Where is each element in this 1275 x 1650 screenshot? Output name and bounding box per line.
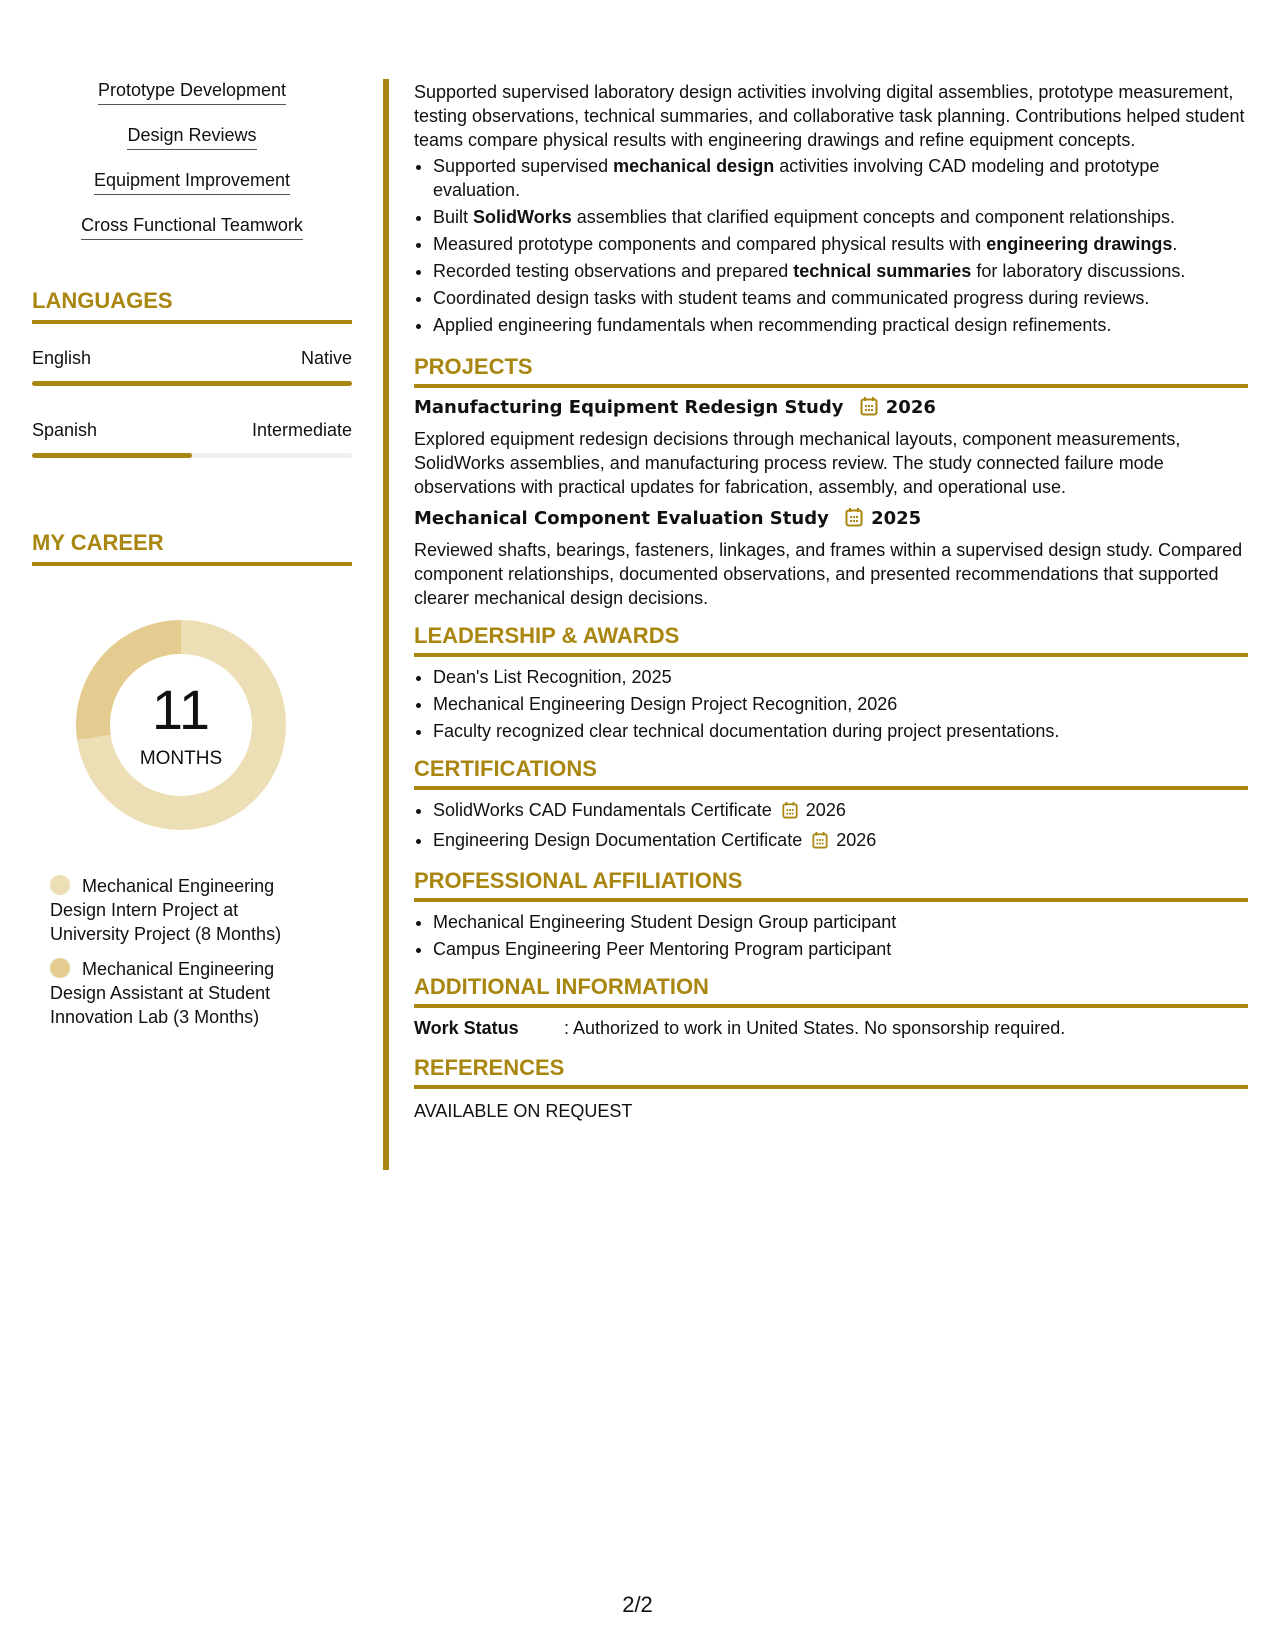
additional-section: [414, 975, 1248, 1040]
page-number: 2/2: [622, 1592, 653, 1617]
additional-title: ADDITIONAL INFORMATION: [414, 975, 1248, 1008]
affiliations-section: [414, 869, 1248, 961]
project-description: Reviewed shafts, bearings, fasteners, linkages, and frames within a supervised design study. Compared component relationships, documented observations, and presented recommendations that supported clearer mechanical design decisions.: [414, 540, 1243, 608]
skill-item: Prototype Development: [98, 80, 286, 105]
language-bar-fill: [32, 381, 352, 386]
legend-dot: [50, 875, 70, 895]
project-item: [414, 507, 1248, 610]
language-item: [32, 420, 352, 458]
affiliations-list: [414, 910, 1248, 961]
certifications-list: [414, 798, 1248, 855]
calendar-icon: [845, 507, 863, 534]
experience-bullet: • Recorded testing observations and prepared technical summaries for laboratory discussions.: [433, 259, 1248, 283]
leadership-item: • Dean's List Recognition, 2025: [433, 665, 1248, 689]
references-section: [414, 1056, 1248, 1123]
left-column: [32, 80, 352, 1040]
languages-section: [32, 288, 352, 458]
affiliations-title: PROFESSIONAL AFFILIATIONS: [414, 869, 1248, 902]
language-level: Intermediate: [251, 420, 352, 440]
legend-label: Mechanical Engineering Design Assistant at Student Innovation Lab (3 Months): [50, 959, 275, 1027]
project-name: Manufacturing Equipment Redesign Study: [414, 397, 844, 418]
career-total-unit: MONTHS: [139, 748, 223, 769]
career-total-number: 11: [151, 678, 211, 741]
leadership-section: [414, 624, 1248, 743]
legend-item: [50, 957, 320, 1029]
certification-year: 2026: [836, 830, 877, 850]
calendar-icon: [860, 396, 878, 423]
skill-item: Design Reviews: [127, 125, 256, 150]
experience-summary: Supported supervised laboratory design activities involving digital assemblies, prototype measurement, testing observations, technical summaries, and collaborative task planning. Contributions helped student teams compare physical results with engineering drawings and refine equipment concepts.: [414, 82, 1245, 150]
project-item: [414, 396, 1248, 499]
language-bar: [32, 381, 352, 386]
languages-title: LANGUAGES: [32, 288, 352, 324]
references-title: REFERENCES: [414, 1056, 1248, 1089]
projects-title: PROJECTS: [414, 355, 1248, 388]
project-year: 2026: [885, 397, 936, 418]
language-level: Native: [300, 348, 352, 368]
additional-row: [414, 1016, 1248, 1040]
legend-label: Mechanical Engineering Design Intern Project at University Project (8 Months): [50, 876, 282, 944]
leadership-title: LEADERSHIP & AWARDS: [414, 624, 1248, 657]
affiliation-item: • Mechanical Engineering Student Design Group participant: [433, 910, 1248, 934]
calendar-icon: [782, 801, 798, 825]
leadership-item: • Mechanical Engineering Design Project Recognition, 2026: [433, 692, 1248, 716]
affiliation-item: • Campus Engineering Peer Mentoring Program participant: [433, 937, 1248, 961]
additional-value: : Authorized to work in United States. No sponsorship required.: [564, 1018, 1066, 1038]
project-name: Mechanical Component Evaluation Study: [414, 508, 829, 529]
experience-bullets: [414, 154, 1248, 337]
career-legend: [50, 874, 320, 1029]
career-donut-chart: [66, 610, 296, 840]
language-name: English: [32, 348, 92, 368]
certification-name: SolidWorks CAD Fundamentals Certificate: [433, 800, 772, 820]
certification-item: [433, 828, 1248, 855]
career-section: [32, 530, 352, 1029]
legend-item: [50, 874, 320, 946]
project-description: Explored equipment redesign decisions through mechanical layouts, component measurements, SolidWorks assemblies, and manufacturing process review. The study connected failure mode observations with practical updates for fabrication, assembly, and operational use.: [414, 429, 1181, 497]
experience-bullet: • Supported supervised mechanical design activities involving CAD modeling and prototype evaluation.: [433, 154, 1248, 202]
language-bar: [32, 453, 352, 458]
column-divider: [383, 79, 389, 1170]
references-text: AVAILABLE ON REQUEST: [414, 1101, 633, 1121]
project-year: 2025: [871, 508, 922, 529]
legend-dot: [50, 958, 70, 978]
certification-item: [433, 798, 1248, 825]
experience-bullet: • Built SolidWorks assemblies that clarified equipment concepts and component relationships.: [433, 205, 1248, 229]
language-name: Spanish: [32, 420, 98, 440]
language-item: [32, 348, 352, 386]
career-title: MY CAREER: [32, 530, 352, 566]
language-bar-fill: [32, 453, 192, 458]
experience-bullet: • Coordinated design tasks with student teams and communicated progress during reviews.: [433, 286, 1248, 310]
leadership-list: [414, 665, 1248, 743]
skill-item: Cross Functional Teamwork: [81, 215, 303, 240]
experience-bullet: • Measured prototype components and compared physical results with engineering drawings.: [433, 232, 1248, 256]
experience-bullet: • Applied engineering fundamentals when recommending practical design refinements.: [433, 313, 1248, 337]
certifications-section: [414, 757, 1248, 855]
projects-section: [414, 355, 1248, 610]
skill-item: Equipment Improvement: [94, 170, 290, 195]
leadership-item: • Faculty recognized clear technical documentation during project presentations.: [433, 719, 1248, 743]
right-column: [414, 80, 1248, 1123]
certifications-title: CERTIFICATIONS: [414, 757, 1248, 790]
certification-name: Engineering Design Documentation Certificate: [433, 830, 803, 850]
additional-key: Work Status: [414, 1018, 519, 1038]
skills-list: [32, 80, 352, 260]
certification-year: 2026: [805, 800, 846, 820]
calendar-icon: [812, 831, 828, 855]
